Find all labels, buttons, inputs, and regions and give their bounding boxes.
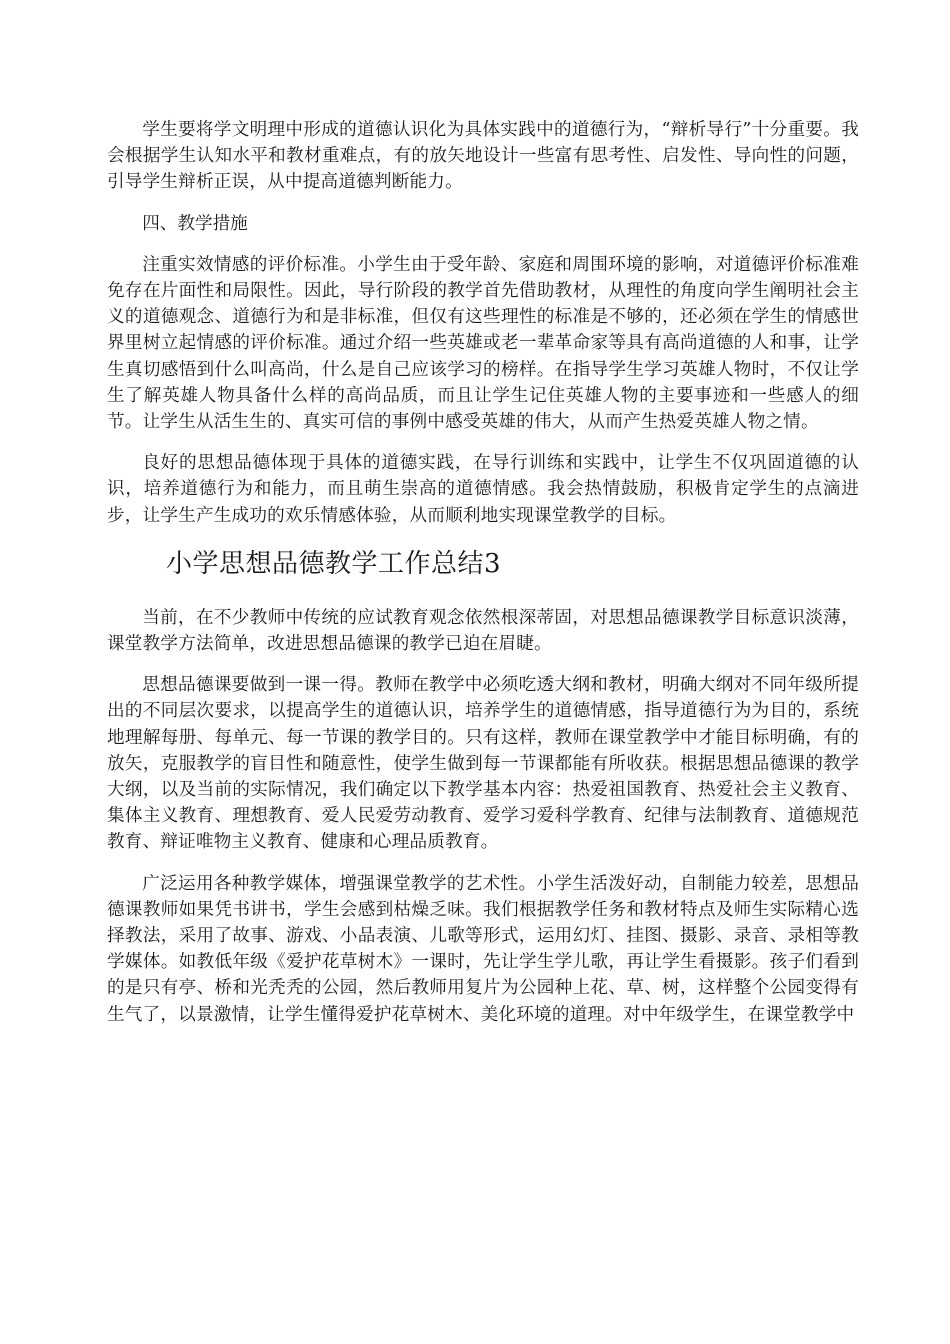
document-page <box>107 117 859 1028</box>
section-heading-teaching-measures: 四、教学措施 <box>142 213 248 234</box>
paragraph-moral-practice: 良好的思想品德体现于具体的道德实践，在导行训练和实践中，让学生不仅巩固道德的认识，培养道德行为和能力，而且萌生崇高的道德情感。我会热情鼓励，积极肯定学生的点滴进步，让学生产生成功的欢乐情感体验，从而顺利地实现课堂教学的目标。 <box>107 453 859 526</box>
paragraph-teaching-media: 广泛运用各种教学媒体，增强课堂教学的艺术性。小学生活泼好动，自制能力较差，思想品德课教师如果凭书讲书，学生会感到枯燥乏味。我们根据教学任务和教材特点及师生实际精心选择教法，采用了故事、游戏、小品表演、儿歌等形式，运用幻灯、挂图、摄影、录音、录相等教学媒体。如教低年级《爱护花草树木》一课时，先让学生学儿歌，再让学生看摄影。孩子们看到的是只有亭、桥和光秃秃的公园，然后教师用复片为公园种上花、草、树，这样整个公园变得有生气了，以景激情，让学生懂得爱护花草树木、美化环境的道理。对中年级学生，在课堂教学中 <box>107 873 859 1025</box>
document-title: 小学思想品德教学工作总结3 <box>166 548 502 579</box>
paragraph-current-situation: 当前，在不少教师中传统的应试教育观念依然根深蒂固，对思想品德课教学目标意识淡薄，课堂教学方法简单，改进思想品德课的教学已迫在眉睫。 <box>107 607 859 655</box>
paragraph-one-lesson-one-gain: 思想品德课要做到一课一得。教师在教学中必须吃透大纲和教材，明确大纲对不同年级所提出的不同层次要求，以提高学生的道德认识，培养学生的道德情感，指导道德行为为目的，系统地理解每册、每单元、每一节课的教学目的。只有这样，教师在课堂教学中才能目标明确，有的放矢，克服教学的盲目性和随意性，使学生做到每一节课都能有所收获。根据思想品德课的教学大纲，以及当前的实际情况，我们确定以下教学基本内容：热爱祖国教育、热爱社会主义教育、集体主义教育、理想教育、爱人民爱劳动教育、爱学习爱科学教育、纪律与法制教育、道德规范教育、辩证唯物主义教育、健康和心理品质教育。 <box>107 675 859 853</box>
paragraph-emotional-standards: 注重实效情感的评价标准。小学生由于受年龄、家庭和周围环境的影响，对道德评价标准难免存在片面性和局限性。因此，导行阶段的教学首先借助教材，从理性的角度向学生阐明社会主义的道德观念、道德行为和是非标准，但仅有这些理性的标准是不够的，还必须在学生的情感世界里树立起情感的评价标准。通过介绍一些英雄或老一辈革命家等具有高尚道德的人和事，让学生真切感悟到什么叫高尚，什么是自己应该学习的榜样。在指导学生学习英雄人物时，不仅让学生了解英雄人物具备什么样的高尚品质，而且让学生记住英雄人物的主要事迹和一些感人的细节。让学生从活生生的、真实可信的事例中感受英雄的伟大，从而产生热爱英雄人物之情。 <box>107 254 859 433</box>
paragraph-guide-behavior: 学生要将学文明理中形成的道德认识化为具体实践中的道德行为，“辩析导行”十分重要。我会根据学生认知水平和教材重难点，有的放矢地设计一些富有思考性、启发性、导向性的问题，引导学生辩析正误，从中提高道德判断能力。 <box>107 120 859 193</box>
